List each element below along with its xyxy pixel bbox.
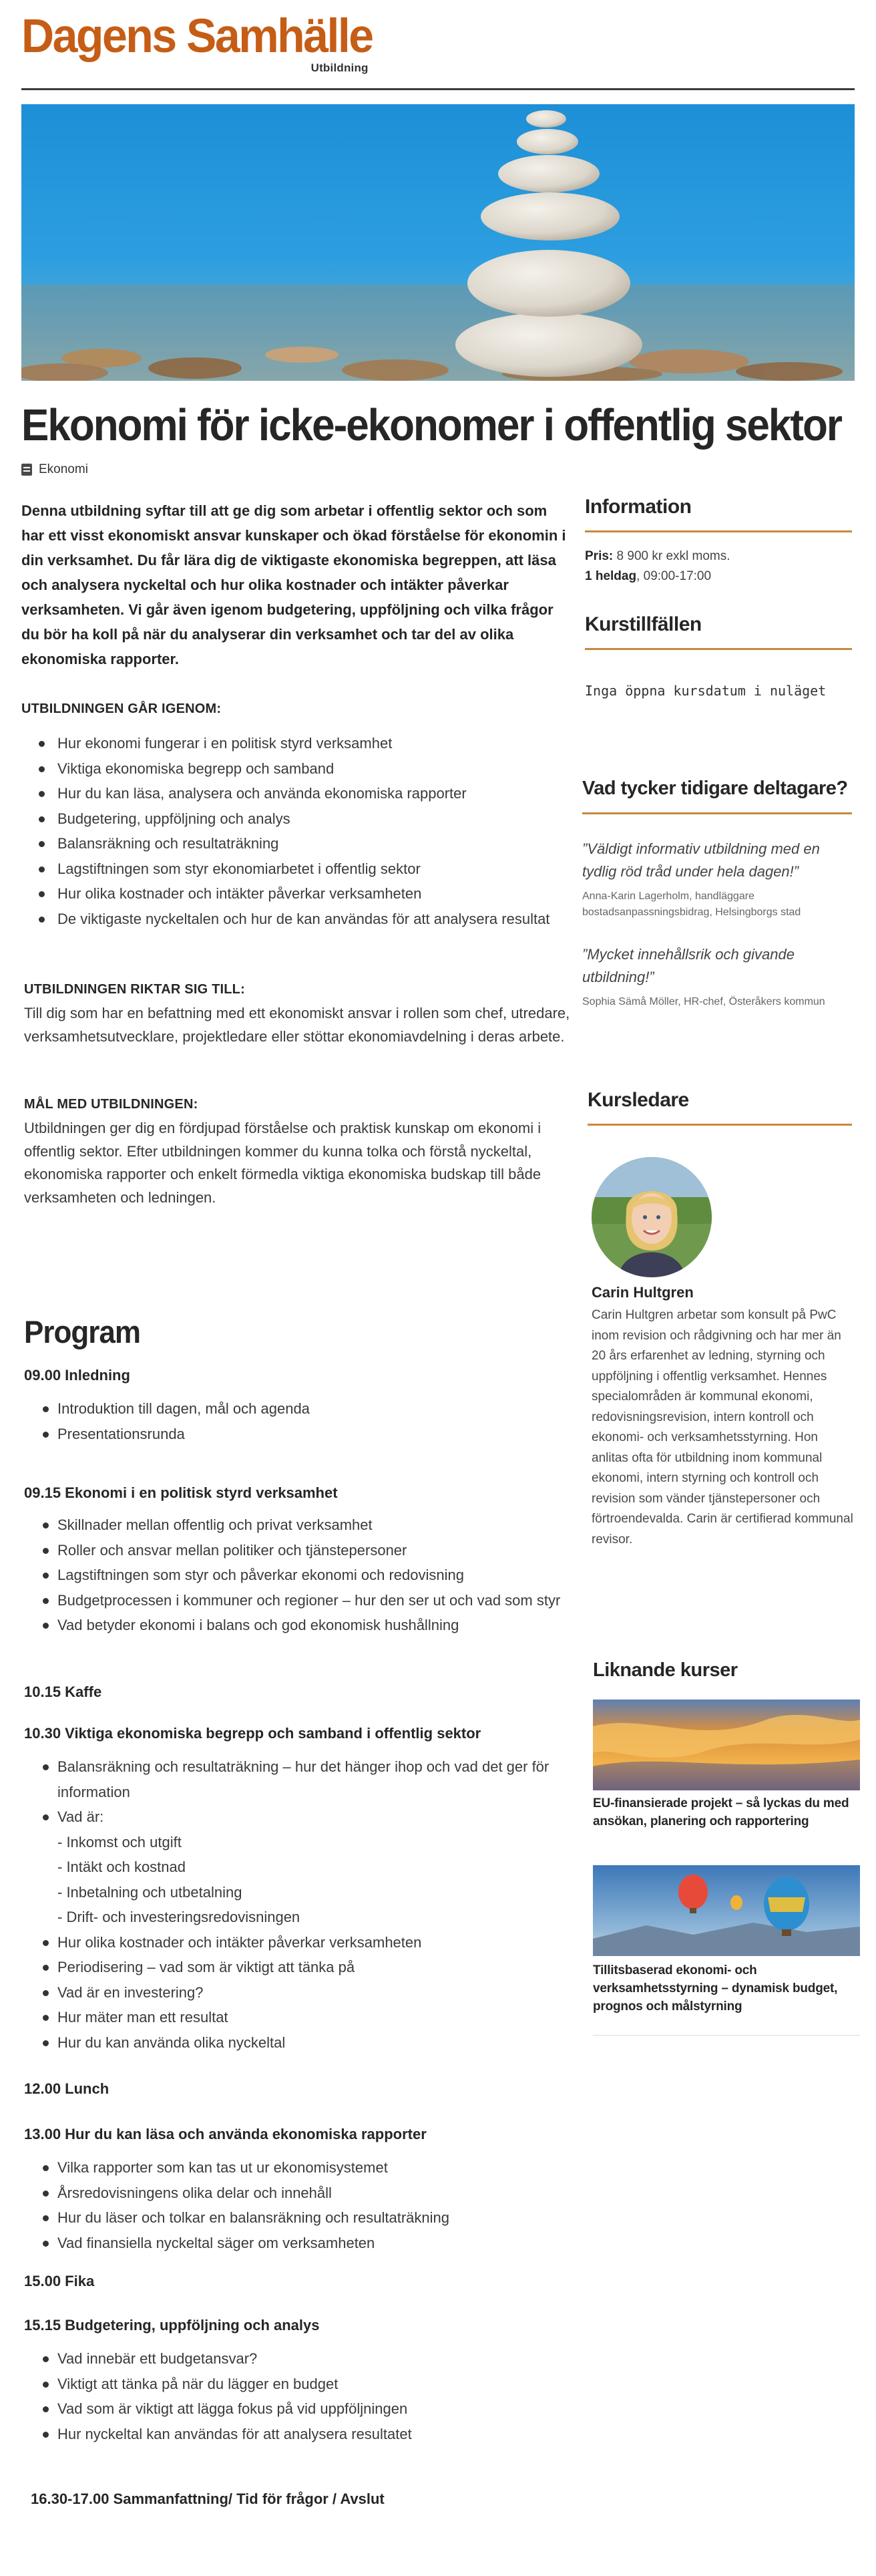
list-item: Vad är:	[24, 1804, 578, 1830]
program-slot-time: 09.15 Ekonomi i en politisk styrd verksamhet	[24, 1484, 338, 1501]
info-heading: Information	[585, 496, 692, 518]
list-item: Balansräkning och resultaträkning	[21, 831, 573, 856]
covers-list	[21, 731, 573, 931]
logo-subtitle: Utbildning	[310, 61, 369, 74]
price-value: 8 900 kr exkl moms.	[616, 549, 730, 563]
price-line	[585, 546, 852, 567]
list-item: Hur mäter man ett resultat	[24, 2005, 578, 2030]
category-label: Ekonomi	[39, 462, 88, 476]
list-item: Hur nyckeltal kan användas för att analysera resultatet	[24, 2422, 578, 2447]
list-item: Hur olika kostnader och intäkter påverkar verksamheten	[21, 881, 573, 907]
list-item: Vad som är viktigt att lägga fokus på vid uppföljningen	[24, 2396, 578, 2422]
document-icon	[21, 464, 32, 476]
list-item: Skillnader mellan offentlig och privat verksamhet	[24, 1512, 578, 1538]
list-item: Balansräkning och resultaträkning – hur det hänger ihop och vad det ger för information	[24, 1754, 578, 1804]
related-course-image[interactable]	[593, 1865, 860, 1956]
goals-heading: MÅL MED UTBILDNINGEN:	[24, 1097, 198, 1112]
list-item: Vad innebär ett budgetansvar?	[24, 2346, 578, 2372]
info-divider	[585, 530, 852, 532]
list-item: - Inbetalning och utbetalning	[57, 1883, 242, 1901]
related-course-title[interactable]: Tillitsbaserad ekonomi- och verksamhetsstyrning – dynamisk budget, prognos och målstyrning	[593, 1963, 838, 2014]
sessions-empty-text: Inga öppna kursdatum i nuläget	[585, 683, 827, 699]
program-slot-list	[24, 1512, 578, 1638]
audience-heading: UTBILDNINGEN RIKTAR SIG TILL:	[24, 982, 245, 997]
list-item: - Drift- och investeringsredovisningen	[57, 1909, 300, 1925]
testimonials-heading: Vad tycker tidigare deltagare?	[582, 778, 848, 799]
list-item: Roller och ansvar mellan politiker och tjänstepersoner	[24, 1538, 578, 1563]
hero-image-stacked-stones	[21, 104, 855, 381]
intro-text: Denna utbildning syftar till att ge dig som arbetar i offentlig sektor och som har ett visst ekonomiskt ansvar kunskaper och ökad förståelse för ekonomin i din verksamhet. Du får lära dig de viktigaste ekonomiska begreppen, att läsa och analysera nyckeltal och hur olika kostnader och intäkter påverkar verksamheten. Vi går även igenom budgetering, uppföljning och vilka frågor du bör ha koll på när du analyserar din verksamhet och tar del av olika ekonomiska rapporter.	[21, 502, 566, 667]
program-slot-time: 10.15 Kaffe	[24, 1683, 102, 1700]
sessions-divider	[585, 648, 852, 650]
list-item: Periodisering – vad som är viktigt att tänka på	[24, 1955, 578, 1980]
list-item: Viktiga ekonomiska begrepp och samband	[21, 756, 573, 782]
list-item: Budgetprocessen i kommuner och regioner – hur den ser ut och vad som styr	[24, 1588, 578, 1613]
program-slot-time: 15.15 Budgetering, uppföljning och analys	[24, 2317, 320, 2333]
related-course-title[interactable]: EU-finansierade projekt – så lyckas du med ansökan, planering och rapportering	[593, 1796, 849, 1828]
list-item: Vad är en investering?	[24, 1980, 578, 2005]
testimonials-divider	[582, 812, 852, 814]
program-slot-list	[24, 1396, 578, 1446]
list-item: Hur ekonomi fungerar i en politisk styrd verksamhet	[21, 731, 573, 756]
list-item: - Inkomst och utgift	[57, 1833, 182, 1850]
logo-wordmark: Dagens Samhälle	[21, 9, 373, 63]
duration-line	[585, 567, 852, 587]
program-slot-time: 12.00 Lunch	[24, 2080, 110, 2097]
category-tag[interactable]	[21, 462, 88, 477]
leader-bio: Carin Hultgren arbetar som konsult på PwC inom revision och rådgivning och har mer än 20 års erfarenhet av ledning, styrning och uppföljning i offentlig verksamhet. Hennes specialområden är kommunal ekonomi, redovisningsrevision, intern kontroll och ekonomi- och verksamhetsstyrning. Hon anlitas ofta för utbildning inom kommunal ekonomi, intern styrning och kontroll och revision som vänder tjänstepersoner och förtroendevalda. Carin är certifierad kommunal revisor.	[592, 1308, 853, 1547]
list-item: Årsredovisningens olika delar och innehåll	[24, 2181, 578, 2206]
leader-name: Carin Hultgren	[592, 1284, 694, 1301]
list-item: Vad betyder ekonomi i balans och god ekonomisk hushållning	[24, 1613, 578, 1638]
program-title: Program	[24, 1315, 140, 1350]
list-item: De viktigaste nyckeltalen och hur de kan användas för att analysera resultat	[21, 907, 573, 932]
list-item: Viktigt att tänka på när du lägger en budget	[24, 2372, 578, 2397]
program-slot-list	[24, 2155, 578, 2255]
list-item: Hur du kan läsa, analysera och använda ekonomiska rapporter	[21, 781, 573, 806]
program-slot-list	[24, 1754, 578, 2055]
goals-text: Utbildningen ger dig en fördjupad förståelse och praktisk kunskap om ekonomi i offentlig sektor. Efter utbildningen kommer du kunna tolka och förstå nyckeltal, ekonomiska rapporter och enkelt förmedla viktiga ekonomiska budskap till både verksamheten och ledningen.	[24, 1120, 541, 1206]
related-heading: Liknande kurser	[593, 1659, 738, 1681]
list-item: Vilka rapporter som kan tas ut ur ekonomisystemet	[24, 2155, 578, 2181]
price-label: Pris:	[585, 549, 614, 563]
duration-hours: , 09:00-17:00	[636, 569, 712, 583]
list-item: Lagstiftningen som styr och påverkar ekonomi och redovisning	[24, 1563, 578, 1588]
program-slot-time: 15.00 Fika	[24, 2273, 95, 2289]
program-slot-time: 10.30 Viktiga ekonomiska begrepp och samband i offentlig sektor	[24, 1725, 481, 1742]
list-item: Hur olika kostnader och intäkter påverkar verksamheten	[24, 1930, 578, 1955]
testimonial-author: Sophia Sämå Möller, HR-chef, Österåkers kommun	[582, 996, 825, 1007]
program-slot-time: 09.00 Inledning	[24, 1367, 130, 1384]
related-course-image[interactable]	[593, 1700, 860, 1790]
testimonial-quote: ”Väldigt informativ utbildning med en tydlig röd tråd under hela dagen!”	[582, 840, 820, 880]
list-item: - Intäkt och kostnad	[57, 1859, 186, 1875]
testimonial-quote: ”Mycket innehållsrik och givande utbildning!”	[582, 946, 795, 985]
list-item: Budgetering, uppföljning och analys	[21, 806, 573, 832]
page-title: Ekonomi för icke-ekonomer i offentlig sektor	[21, 400, 842, 451]
testimonial-author: Anna-Karin Lagerholm, handläggare bostadsanpassningsbidrag, Helsingborgs stad	[582, 891, 801, 918]
list-item: Hur du läser och tolkar en balansräkning och resultaträkning	[24, 2205, 578, 2231]
related-divider	[593, 2035, 860, 2036]
duration-label: 1 heldag	[585, 569, 637, 583]
covers-heading: UTBILDNINGEN GÅR IGENOM:	[21, 701, 222, 716]
sessions-heading: Kurstillfällen	[585, 613, 702, 635]
list-item: Introduktion till dagen, mål och agenda	[24, 1396, 578, 1422]
leader-avatar	[592, 1157, 712, 1277]
program-slot-time: 13.00 Hur du kan läsa och använda ekonomiska rapporter	[24, 2126, 427, 2142]
leader-divider	[588, 1124, 852, 1126]
audience-text: Till dig som har en befattning med ett ekonomiskt ansvar i rollen som chef, utredare, verksamhetsutvecklare, projektledare eller stöttar ekonomiavdelning i deras arbete.	[24, 1005, 570, 1045]
site-logo[interactable]	[21, 9, 373, 74]
leader-heading: Kursledare	[588, 1089, 689, 1111]
program-slot-list	[24, 2346, 578, 2446]
list-item: Lagstiftningen som styr ekonomiarbetet i offentlig sektor	[21, 856, 573, 882]
list-item: Presentationsrunda	[24, 1422, 578, 1447]
program-slot-time: 16.30-17.00 Sammanfattning/ Tid för frågor / Avslut	[31, 2490, 385, 2507]
list-item: Vad finansiella nyckeltal säger om verksamheten	[24, 2231, 578, 2256]
header-divider	[21, 88, 855, 90]
list-item: Hur du kan använda olika nyckeltal	[24, 2030, 578, 2056]
